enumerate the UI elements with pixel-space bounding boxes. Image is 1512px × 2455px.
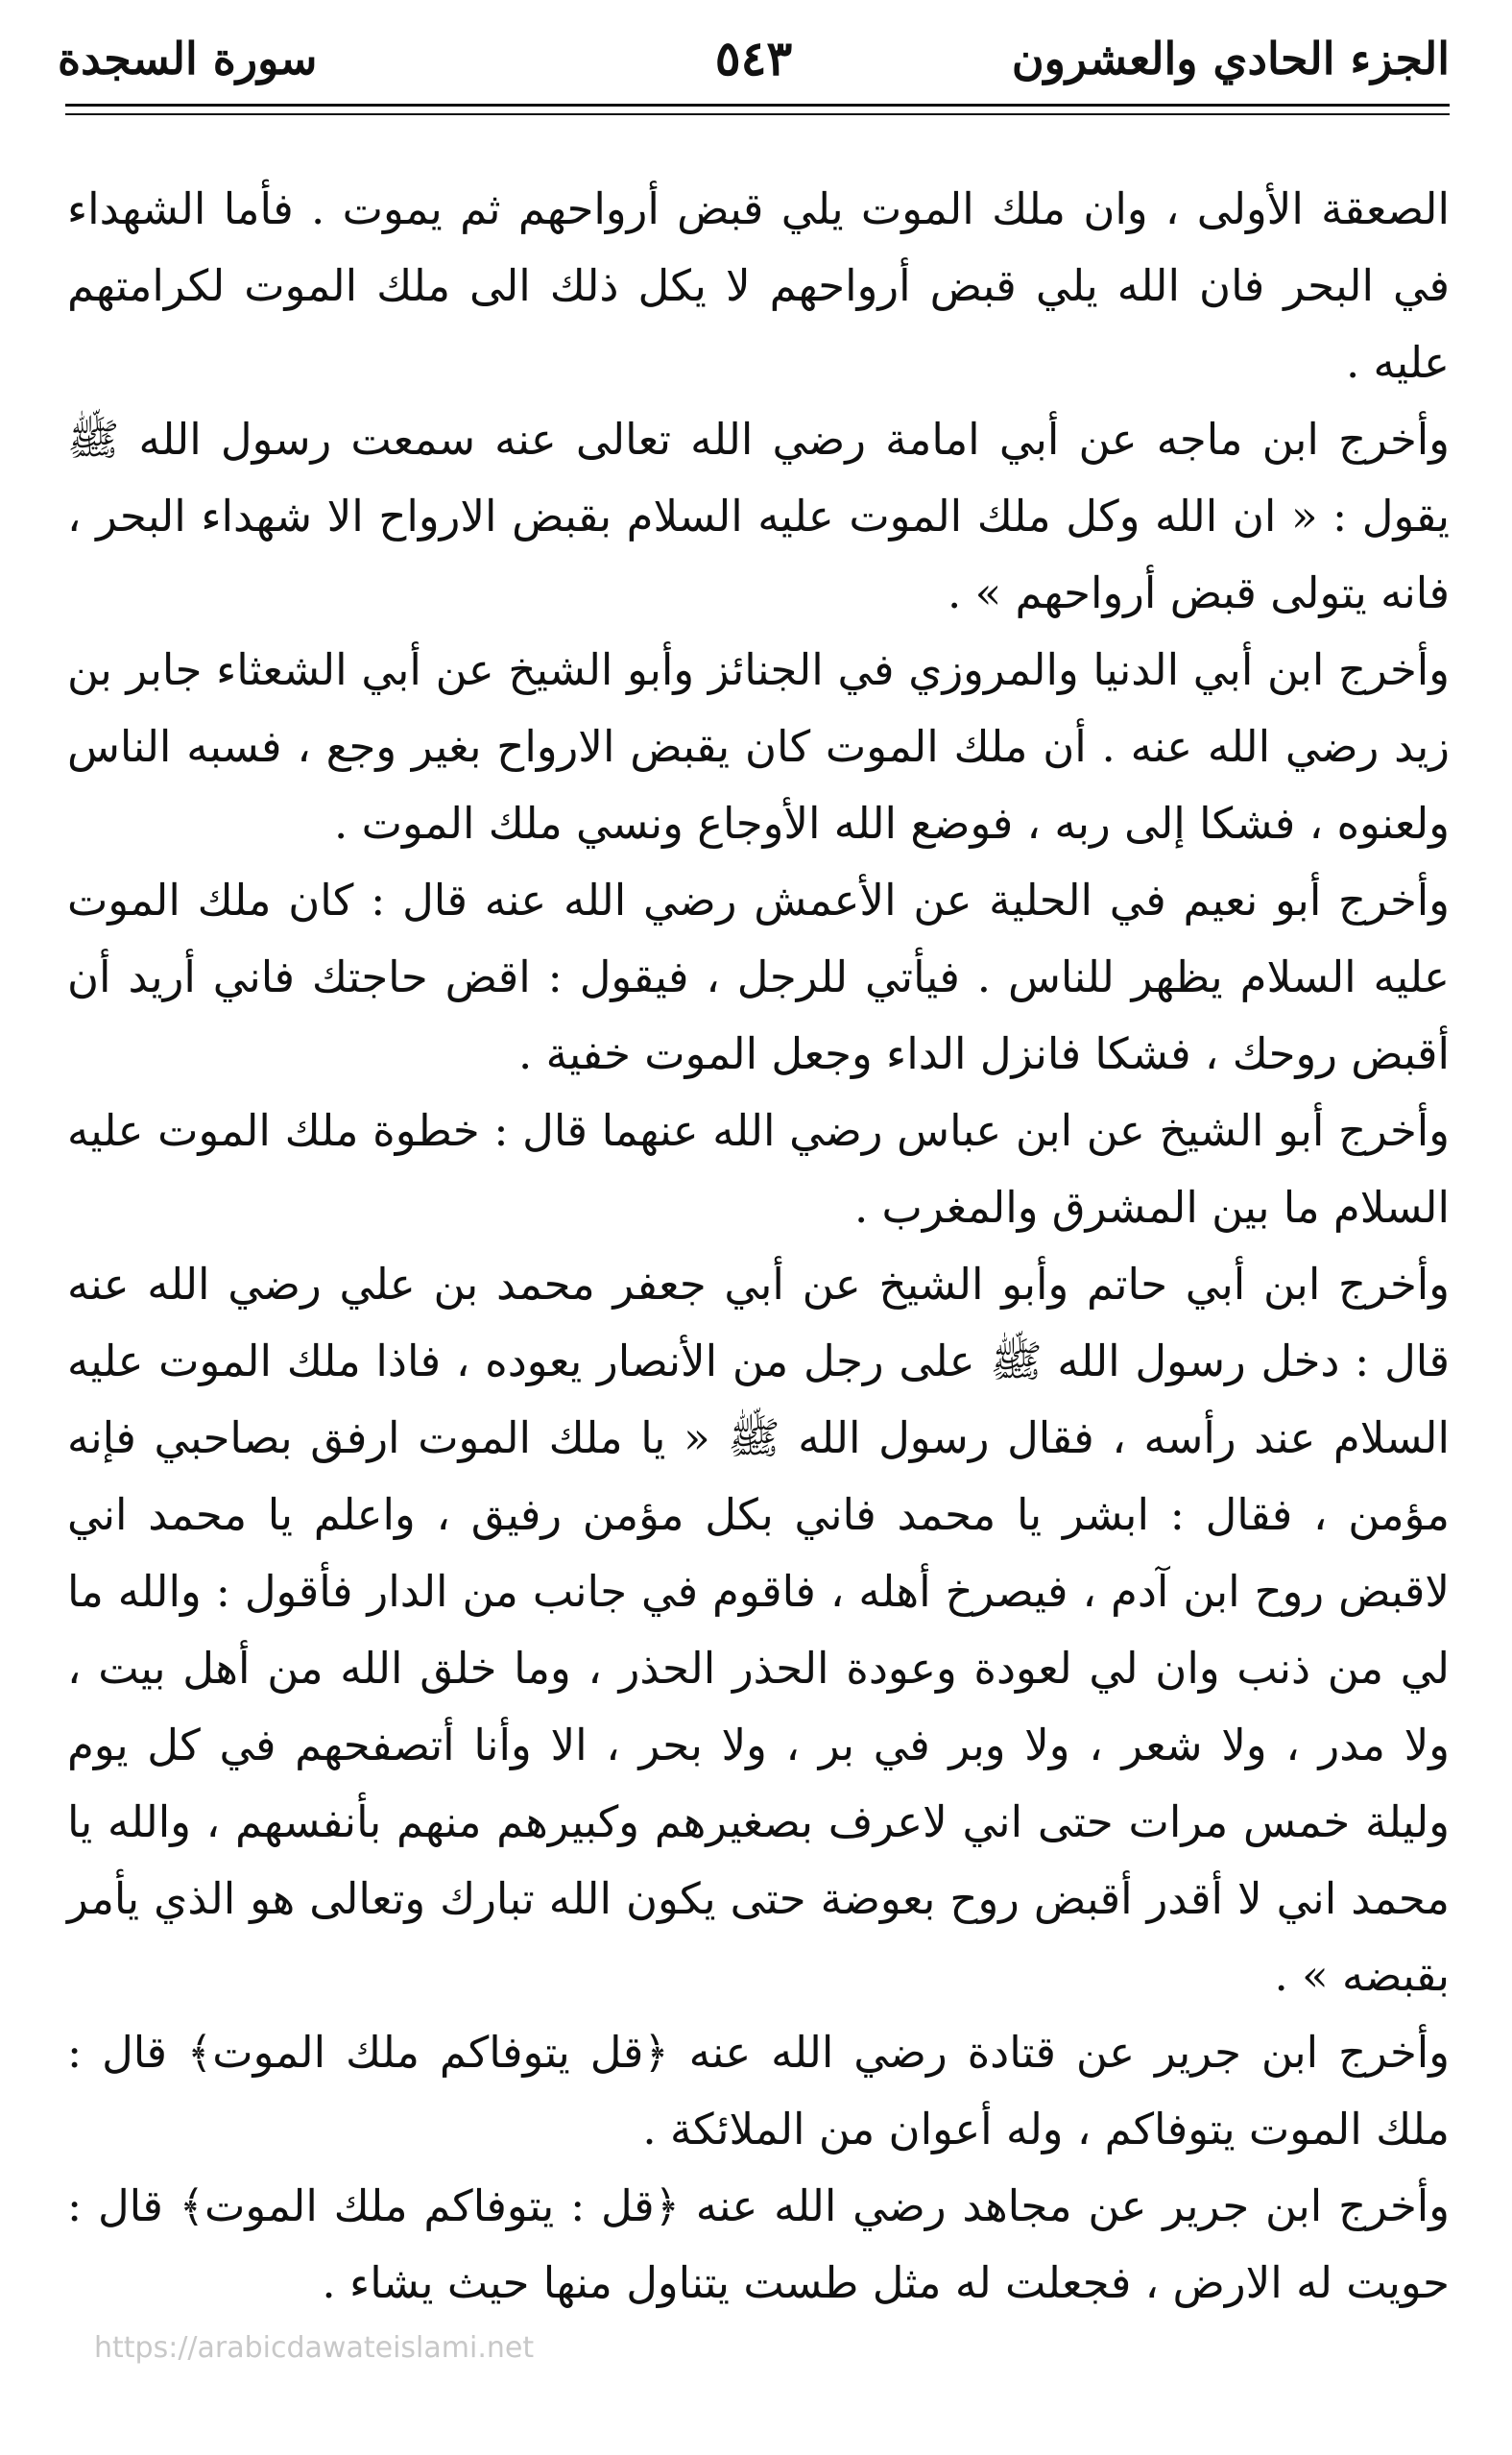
header-divider [65, 104, 1450, 107]
paragraph-1: الصعقة الأولى ، وان ملك الموت يلي قبض أرواحهم ثم يموت . فأما الشهداء في البحر فان الله يلي قبض أرواحهم لا يكل ذلك الى ملك الموت لكرامتهم عليه . [67, 183, 1450, 388]
page-body [67, 171, 1450, 2322]
paragraph-6: وأخرج ابن أبي حاتم وأبو الشيخ عن أبي جعفر محمد بن علي رضي الله عنه قال : دخل رسول الله ﷺ على رجل من الأنصار يعوده ، فاذا ملك الموت عليه السلام عند رأسه ، فقال رسول الله ﷺ « يا ملك الموت ارفق بصاحبي فإنه مؤمن ، فقال : ابشر يا محمد فاني بكل مؤمن رفيق ، واعلم يا محمد اني لاقبض روح ابن آدم ، فيصرخ أهله ، فاقوم في جانب من الدار فأقول : والله ما لي من ذنب وان لي لعودة وعودة الحذر الحذر ، وما خلق الله من أهل بيت ، ولا مدر ، ولا شعر ، ولا وبر في بر ، ولا بحر ، الا وأنا أتصفحهم في كل يوم وليلة خمس مرات حتى اني لاعرف بصغيرهم وكبيرهم منهم بأنفسهم ، والله يا محمد اني لا أقدر أقبض روح بعوضة حتى يكون الله تبارك وتعالى هو الذي يأمر بقبضه » . [67, 1259, 1450, 2001]
surah-title: سورة السجدة [58, 33, 318, 84]
paragraph-2: وأخرج ابن ماجه عن أبي امامة رضي الله تعالى عنه سمعت رسول الله ﷺ يقول : « ان الله وكل ملك الموت عليه السلام بقبض الارواح الا شهداء البحر ، فانه يتولى قبض أرواحهم » . [67, 414, 1450, 618]
paragraph-7: وأخرج ابن جرير عن قتادة رضي الله عنه ﴿قل يتوفاكم ملك الموت﴾ قال : ملك الموت يتوفاكم ، وله أعوان من الملائكة . [67, 2027, 1450, 2154]
paragraph-5: وأخرج أبو الشيخ عن ابن عباس رضي الله عنهما قال : خطوة ملك الموت عليه السلام ما بين المشرق والمغرب . [67, 1105, 1450, 1233]
paragraph-4: وأخرج أبو نعيم في الحلية عن الأعمش رضي الله عنه قال : كان ملك الموت عليه السلام يظهر للناس . فيأتي للرجل ، فيقول : اقض حاجتك فاني أريد أن أقبض روحك ، فشكا فانزل الداء وجعل الموت خفية . [67, 875, 1450, 1079]
page-number: ٥٤٣ [714, 30, 793, 86]
paragraph-3: وأخرج ابن أبي الدنيا والمروزي في الجنائز وأبو الشيخ عن أبي الشعثاء جابر بن زيد رضي الله عنه . أن ملك الموت كان يقبض الارواح بغير وجع ، فسبه الناس ولعنوه ، فشكا إلى ربه ، فوضع الله الأوجاع ونسي ملك الموت . [67, 644, 1450, 849]
header-divider-secondary [65, 113, 1450, 115]
page-header [58, 21, 1450, 96]
juz-title: الجزء الحادي والعشرون [1011, 33, 1450, 84]
source-watermark: https://arabicdawateislami.net [94, 2331, 535, 2365]
paragraph-8: وأخرج ابن جرير عن مجاهد رضي الله عنه ﴿قل : يتوفاكم ملك الموت﴾ قال : حويت له الارض ، فجعلت له مثل طست يتناول منها حيث يشاء . [67, 2180, 1450, 2308]
